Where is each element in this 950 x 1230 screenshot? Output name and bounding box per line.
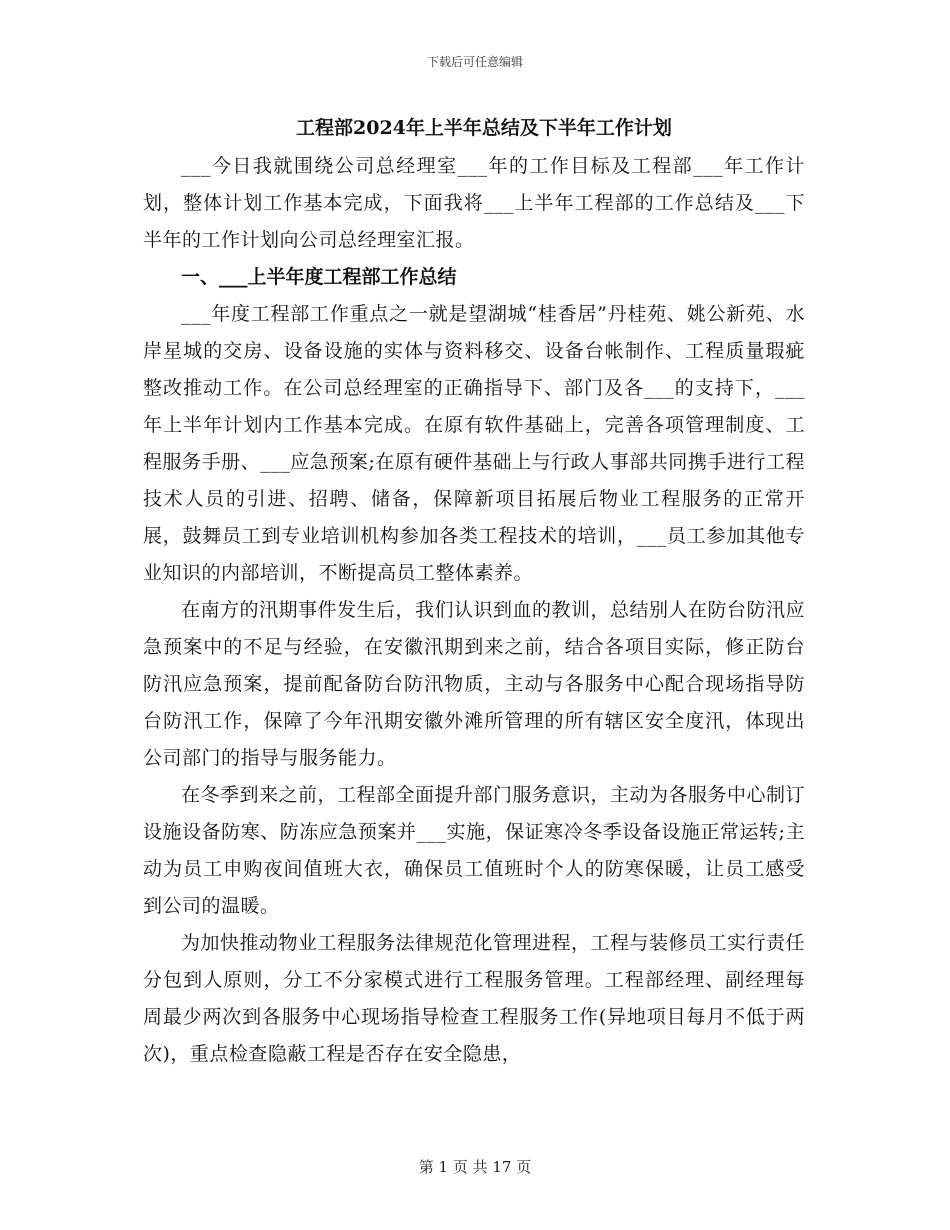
intro-paragraph: ___今日我就围绕公司总经理室___年的工作目标及工程部___年工作计划，整体计划工作基本完成，下面我将___上半年工程部的工作总结及___下半年的工作计划向公司总经理室汇报。 xyxy=(143,155,805,251)
section-heading-1: 一、___上半年度工程部工作总结 xyxy=(181,266,457,288)
body-paragraph-2: 在南方的汛期事件发生后，我们认识到血的教训，总结别人在防台防汛应急预案中的不足与经验，在安徽汛期到来之前，结合各项目实际，修正防台防汛应急预案，提前配备防台防汛物质，主动与各服务中心配合现场指导防台防汛工作，保障了今年汛期安徽外滩所管理的所有辖区安全度汛，体现出公司部门的指导与服务能力。 xyxy=(143,599,806,769)
page-number: 第 1 页 共 17 页 xyxy=(418,1158,532,1176)
body-paragraph-1: ___年度工程部工作重点之一就是望湖城“桂香居”丹桂苑、姚公新苑、水岸星城的交房、设备设施的实体与资料移交、设备台帐制作、工程质量瑕疵整改推动工作。在公司总经理室的正确指导下、部门及各___的支持下，___年上半年计划内工作基本完成。在原有软件基础上，完善各项管理制度、工程服务手册、___应急预案;在原有硬件基础上与行政人事部共同携手进行工程技术人员的引进、招聘、储备，保障新项目拓展后物业工程服务的正常开展，鼓舞员工到专业培训机构参加各类工程技术的培训，___员工参加其他专业知识的内部培训，不断提高员工整体素养。 xyxy=(143,303,805,584)
document-title: 工程部2024年上半年总结及下半年工作计划 xyxy=(296,117,672,139)
body-paragraph-3: 在冬季到来之前，工程部全面提升部门服务意识，主动为各服务中心制订设施设备防寒、防冻应急预案并___实施，保证寒冷冬季设备设施正常运转;主动为员工申购夜间值班大衣，确保员工值班时个人的防寒保暖，让员工感受到公司的温暖。 xyxy=(143,784,806,917)
header-note: 下载后可任意编辑 xyxy=(426,55,523,69)
body-paragraph-4: 为加快推动物业工程服务法律规范化管理进程，工程与装修员工实行责任分包到人原则，分工不分家模式进行工程服务管理。工程部经理、副经理每周最少两次到各服务中心现场指导检查工程服务工作(异地项目每月不低于两次)，重点检查隐蔽工程是否存在安全隐患， xyxy=(143,932,806,1065)
document-content xyxy=(143,112,805,1073)
